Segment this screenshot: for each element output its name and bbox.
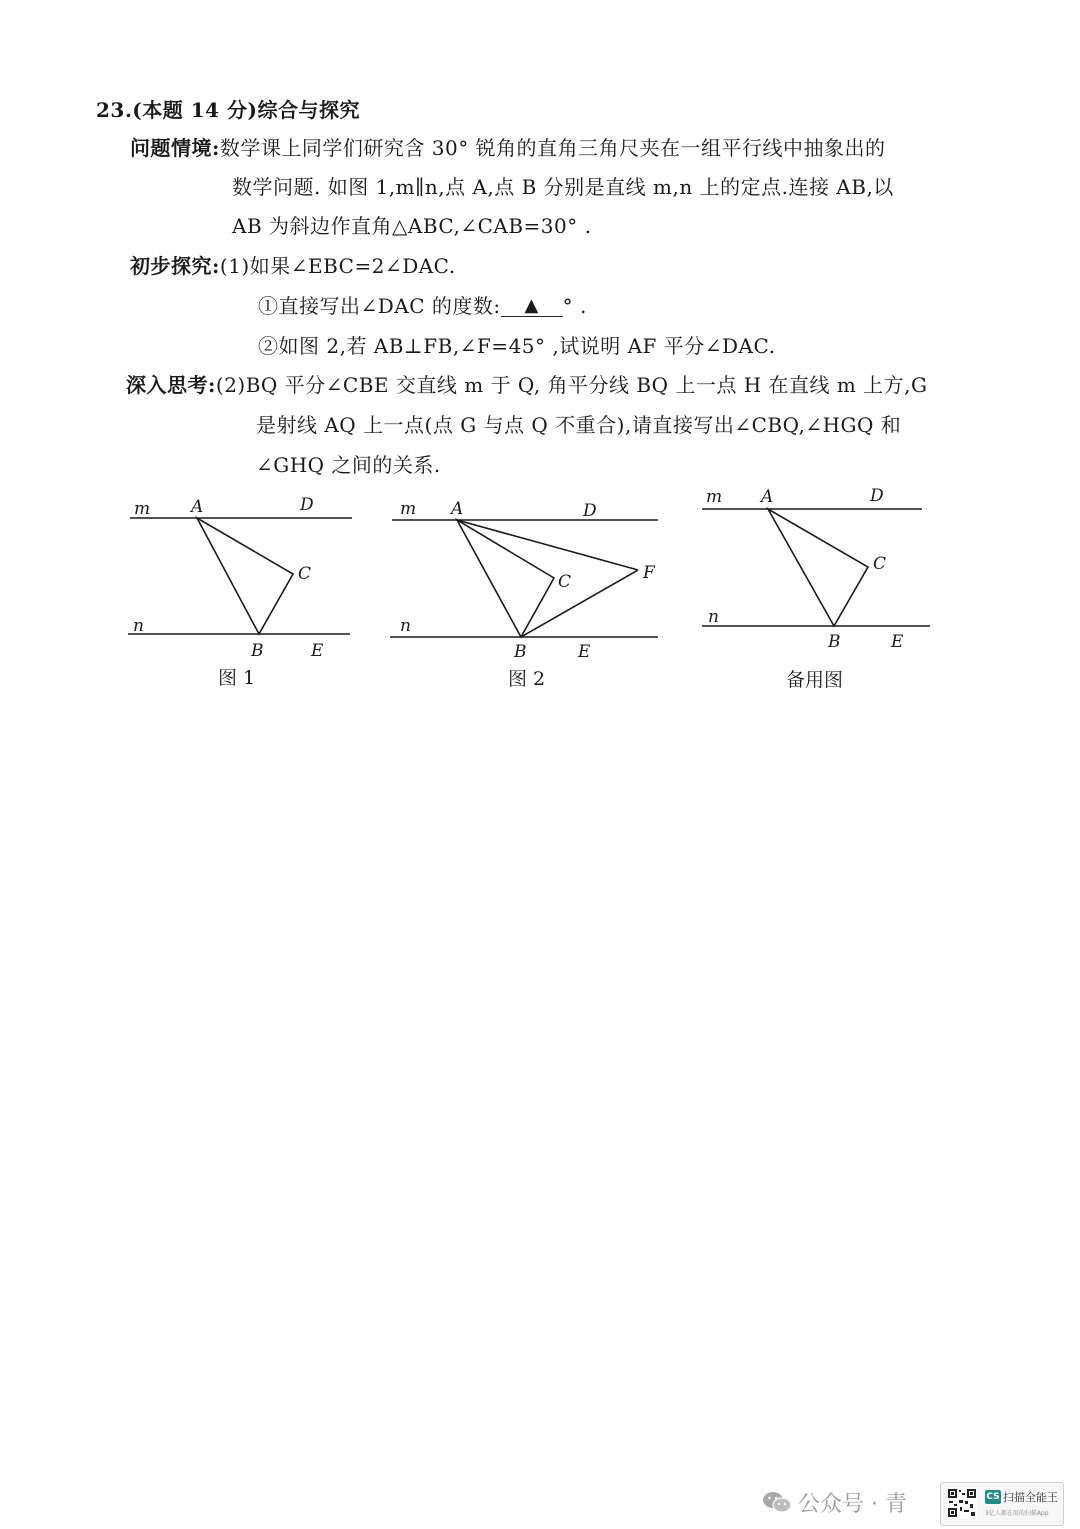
fig2-label-b: B (514, 642, 527, 662)
camscanner-badge (940, 1482, 1064, 1526)
fig3-label-d: D (870, 486, 884, 506)
context-line-3: AB 为斜边作直角△ABC,∠CAB=30° . (232, 214, 592, 238)
fig2-caption: 图 2 (508, 668, 546, 690)
fig2-segment-bf (521, 570, 638, 637)
badge-title: 扫描全能王 (1003, 1491, 1058, 1504)
wechat-icon (762, 1491, 792, 1513)
fig1-caption: 图 1 (218, 667, 256, 689)
fig2-label-e: E (578, 642, 591, 662)
fig2-label-a: A (451, 499, 464, 519)
context-line-2: 数学问题. 如图 1,m∥n,点 A,点 B 分别是直线 m,n 上的定点.连接 AB,以 (232, 175, 894, 199)
fig3-label-a: A (761, 487, 774, 507)
fig1-label-n: n (133, 616, 144, 636)
deep-label: 深入思考: (126, 373, 216, 397)
wechat-watermark (762, 1486, 907, 1518)
fig3-label-n: n (708, 607, 719, 627)
fig3-label-c: C (873, 554, 887, 574)
problem-header: 23.(本题 14 分)综合与探究 (96, 98, 360, 122)
question-1b: ②如图 2,若 AB⊥FB,∠F=45° ,试说明 AF 平分∠DAC. (258, 334, 776, 358)
context-label: 问题情境: (130, 136, 220, 160)
question-2-line-3: ∠GHQ 之间的关系. (256, 453, 441, 477)
qr-code-icon (947, 1488, 977, 1518)
watermark-text: 公众号 · 青 (798, 1491, 907, 1517)
fig3-label-b: B (828, 632, 841, 652)
question-2-line-1: (2)BQ 平分∠CBE 交直线 m 于 Q, 角平分线 BQ 上一点 H 在直线 m 上方,G (215, 373, 928, 397)
fig1-triangle-abc (197, 518, 293, 634)
triangle-mark-icon: ▲ (524, 295, 539, 316)
fig1-label-m: m (134, 499, 151, 519)
fig1-label-a: A (191, 497, 204, 517)
fig2-segment-af (457, 520, 638, 570)
fig1-label-b: B (251, 641, 264, 661)
fig2-label-n: n (400, 616, 411, 636)
context-line-1: 数学课上同学们研究含 30° 锐角的直角三角尺夹在一组平行线中抽象出的 (219, 136, 886, 160)
geometry-figures (0, 0, 1080, 720)
fig2-triangle-abc (457, 520, 554, 637)
badge-subtitle: 3亿人都在用的扫描App (985, 1510, 1049, 1517)
fig2-label-f: F (643, 563, 655, 583)
camscanner-logo: CS (986, 1492, 1000, 1502)
question-1: (1)如果∠EBC=2∠DAC. (219, 254, 456, 278)
fig1-label-c: C (298, 564, 312, 584)
fig1-label-d: D (300, 495, 314, 515)
fig3-label-m: m (706, 487, 723, 507)
fig3-label-e: E (891, 632, 904, 652)
fig2-label-c: C (558, 572, 572, 592)
explore-label: 初步探究: (130, 254, 220, 278)
fig1-label-e: E (311, 641, 324, 661)
question-2-line-2: 是射线 AQ 上一点(点 G 与点 Q 不重合),请直接写出∠CBQ,∠HGQ 和 (256, 413, 902, 437)
question-1a-text: ①直接写出∠DAC 的度数: (258, 294, 501, 318)
fig2-label-d: D (583, 501, 597, 521)
question-1a-unit: ° . (562, 294, 587, 318)
fig3-caption: 备用图 (786, 669, 844, 691)
fig2-label-m: m (400, 499, 417, 519)
fig3-triangle-abc (768, 509, 868, 626)
